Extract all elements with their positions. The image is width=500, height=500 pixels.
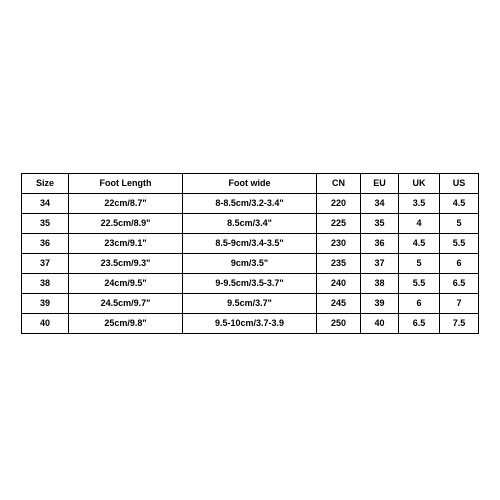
cell-us: 4.5 [440, 194, 479, 214]
cell-foot-length: 25cm/9.8" [69, 314, 183, 334]
cell-cn: 235 [317, 254, 361, 274]
cell-size: 35 [22, 214, 69, 234]
cell-us: 6 [440, 254, 479, 274]
cell-eu: 35 [361, 214, 399, 234]
cell-foot-length: 22cm/8.7" [69, 194, 183, 214]
cell-uk: 4 [399, 214, 440, 234]
cell-cn: 250 [317, 314, 361, 334]
cell-foot-wide: 8.5-9cm/3.4-3.5" [183, 234, 317, 254]
cell-size: 38 [22, 274, 69, 294]
cell-foot-wide: 8.5cm/3.4" [183, 214, 317, 234]
table-row [22, 234, 479, 254]
cell-foot-wide: 8-8.5cm/3.2-3.4" [183, 194, 317, 214]
header-uk: UK [399, 174, 440, 194]
cell-uk: 4.5 [399, 234, 440, 254]
cell-eu: 40 [361, 314, 399, 334]
cell-foot-wide: 9cm/3.5" [183, 254, 317, 274]
cell-cn: 230 [317, 234, 361, 254]
cell-size: 39 [22, 294, 69, 314]
header-us: US [440, 174, 479, 194]
header-eu: EU [361, 174, 399, 194]
table-row [22, 274, 479, 294]
cell-foot-length: 22.5cm/8.9" [69, 214, 183, 234]
cell-us: 7 [440, 294, 479, 314]
table-row [22, 254, 479, 274]
cell-uk: 5.5 [399, 274, 440, 294]
cell-foot-length: 23cm/9.1" [69, 234, 183, 254]
cell-cn: 220 [317, 194, 361, 214]
cell-foot-length: 23.5cm/9.3" [69, 254, 183, 274]
cell-us: 6.5 [440, 274, 479, 294]
cell-foot-wide: 9.5-10cm/3.7-3.9 [183, 314, 317, 334]
cell-cn: 245 [317, 294, 361, 314]
cell-foot-length: 24cm/9.5" [69, 274, 183, 294]
cell-eu: 36 [361, 234, 399, 254]
header-cn: CN [317, 174, 361, 194]
cell-eu: 37 [361, 254, 399, 274]
cell-uk: 5 [399, 254, 440, 274]
size-chart-table [21, 173, 479, 334]
cell-us: 5.5 [440, 234, 479, 254]
header-size: Size [22, 174, 69, 194]
cell-uk: 6 [399, 294, 440, 314]
table-row [22, 294, 479, 314]
cell-us: 5 [440, 214, 479, 234]
table-header-row [22, 174, 479, 194]
cell-size: 37 [22, 254, 69, 274]
cell-cn: 225 [317, 214, 361, 234]
table-row [22, 314, 479, 334]
cell-uk: 3.5 [399, 194, 440, 214]
cell-eu: 39 [361, 294, 399, 314]
cell-foot-wide: 9.5cm/3.7" [183, 294, 317, 314]
cell-uk: 6.5 [399, 314, 440, 334]
cell-size: 34 [22, 194, 69, 214]
cell-eu: 38 [361, 274, 399, 294]
table-row [22, 214, 479, 234]
cell-eu: 34 [361, 194, 399, 214]
cell-foot-wide: 9-9.5cm/3.5-3.7" [183, 274, 317, 294]
header-foot-wide: Foot wide [183, 174, 317, 194]
cell-size: 40 [22, 314, 69, 334]
header-foot-length: Foot Length [69, 174, 183, 194]
cell-us: 7.5 [440, 314, 479, 334]
cell-foot-length: 24.5cm/9.7" [69, 294, 183, 314]
cell-cn: 240 [317, 274, 361, 294]
cell-size: 36 [22, 234, 69, 254]
table-row [22, 194, 479, 214]
